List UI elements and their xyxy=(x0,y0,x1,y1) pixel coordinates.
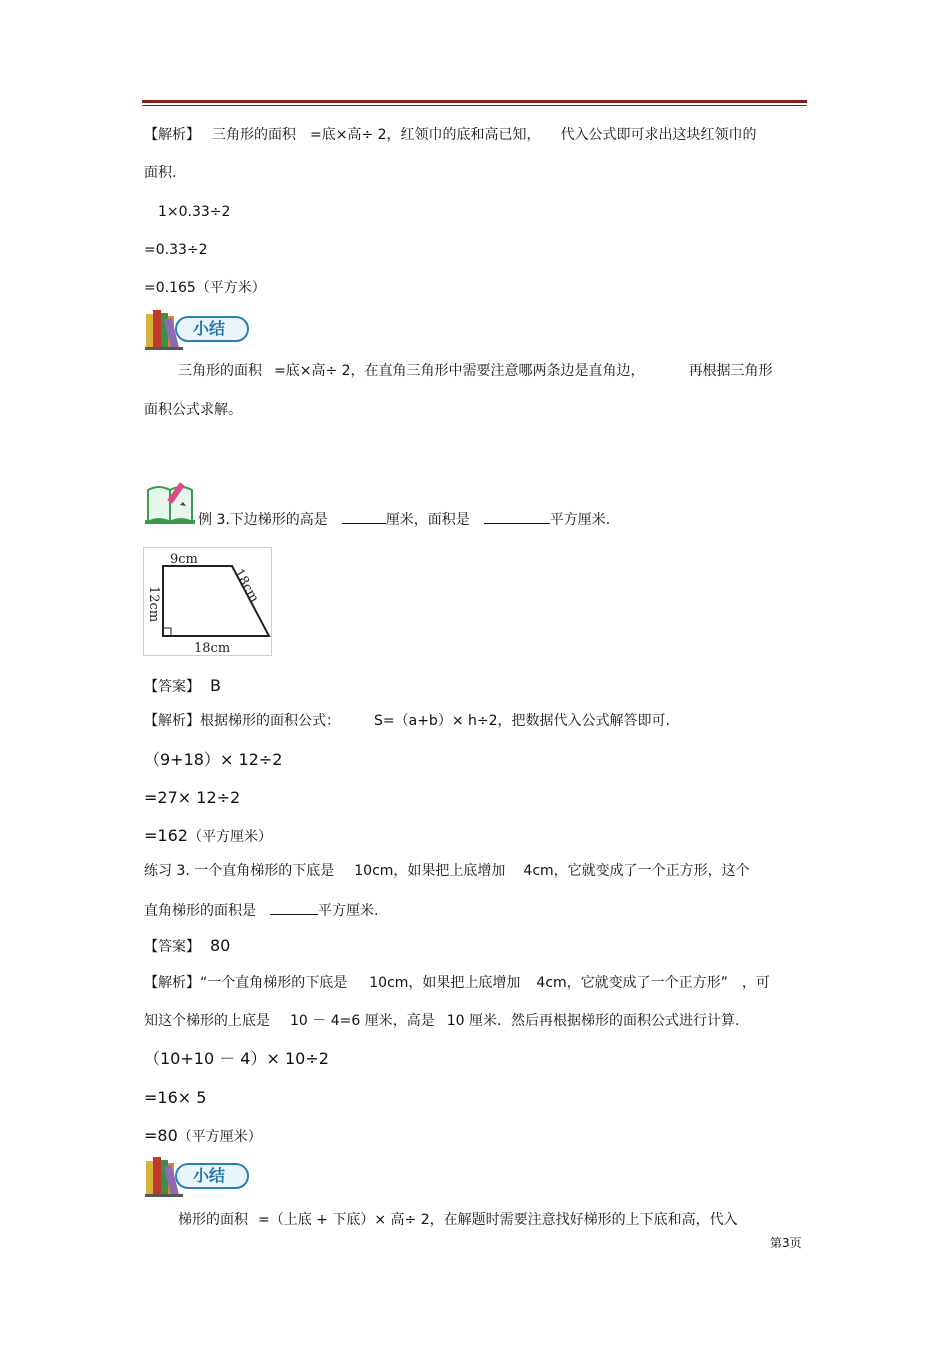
answer-value: B xyxy=(210,676,221,695)
text-segment: 10cm，如果把上底增加 xyxy=(354,863,506,879)
header-rule-thin xyxy=(142,105,807,106)
analysis-line-2: 面积. xyxy=(144,165,177,181)
text-segment: =底×高÷ 2，红领巾的底和高已知， xyxy=(310,127,541,143)
text-segment: 知这个梯形的上底是 xyxy=(144,1013,270,1029)
formula-line-8: =16× 5 xyxy=(144,1088,207,1107)
label-top: 9cm xyxy=(170,552,198,567)
analysis-line-4 xyxy=(144,974,770,992)
answer-tag: 【答案】 xyxy=(144,679,200,695)
answer-line-1 xyxy=(144,676,221,696)
answer-value: 80 xyxy=(210,936,231,955)
analysis-line-5 xyxy=(144,1012,739,1030)
formula-line-2: =0.33÷2 xyxy=(144,242,208,258)
summary-line-3 xyxy=(178,1211,738,1229)
text-segment: 平方厘米. xyxy=(549,512,611,528)
text-segment: 厘米，面积是 xyxy=(385,512,470,528)
text-segment: 10 厘米．然后再根据梯形的面积公式进行计算. xyxy=(446,1013,740,1029)
formula-line-7: （10+10 － 4）× 10÷2 xyxy=(144,1049,329,1068)
trapezoid-figure xyxy=(143,547,272,656)
text-segment: =162 xyxy=(144,826,188,845)
text-segment: S=（a+b）× h÷2，把数据代入公式解答即可. xyxy=(374,713,670,729)
answer-blank xyxy=(342,509,386,524)
text-segment: ，可 xyxy=(741,975,770,991)
unit-text: （平方厘米） xyxy=(187,829,272,845)
page-number: 第3页 xyxy=(770,1236,802,1250)
text-segment: 梯形的面积 xyxy=(178,1212,248,1228)
formula-line-3 xyxy=(144,279,266,297)
text-segment: 10cm，如果把上底增加 xyxy=(369,975,521,991)
header-rule xyxy=(142,100,807,103)
text-segment: 4cm，它就变成了一个正方形，这个 xyxy=(523,863,750,879)
text-segment: 代入公式即可求出这块红领巾的 xyxy=(560,127,757,143)
practice-3-line-1 xyxy=(144,862,750,880)
badge-label: 小结 xyxy=(193,1166,226,1185)
answer-blank xyxy=(270,900,318,915)
label-left: 12cm xyxy=(146,586,161,623)
summary-line-1 xyxy=(178,362,773,380)
summary-badge xyxy=(145,306,255,352)
formula-line-6 xyxy=(144,826,272,846)
analysis-line-1 xyxy=(144,126,757,144)
text-segment: =底×高÷ 2，在直角三角形中需要注意哪两条边是直角边， xyxy=(274,363,645,379)
formula-line-5: =27× 12÷2 xyxy=(144,788,241,807)
text-segment: 平方厘米. xyxy=(318,903,379,919)
text-segment: =80 xyxy=(144,1126,178,1145)
unit-text: （平方米） xyxy=(195,280,266,296)
formula-line-1: 1×0.33÷2 xyxy=(158,204,231,220)
analysis-tag: 【解析】 xyxy=(144,127,200,143)
text-segment: 三角形的面积 xyxy=(212,127,296,143)
text-segment: 三角形的面积 xyxy=(178,363,262,379)
summary-badge xyxy=(145,1153,255,1199)
trapezoid-diagram xyxy=(144,548,271,655)
practice-3-line-2 xyxy=(144,900,378,920)
label-bottom: 18cm xyxy=(194,641,231,655)
text-segment: 练习 3. 一个直角梯形的下底是 xyxy=(144,863,335,879)
text-segment: 例 3.下边梯形的高是 xyxy=(198,512,328,528)
text-segment: 直角梯形的面积是 xyxy=(144,903,256,919)
text-segment: 10 － 4=6 厘米，高是 xyxy=(290,1013,435,1029)
analysis-tag: 【解析】根据梯形的面积公式： xyxy=(144,713,340,729)
text-segment: =0.165 xyxy=(144,280,196,296)
badge-label: 小结 xyxy=(193,319,226,338)
text-segment: 4cm，它就变成了一个正方形” xyxy=(536,975,728,991)
label-slant: 18cm xyxy=(230,566,262,606)
formula-line-9 xyxy=(144,1126,262,1146)
book-pencil-icon xyxy=(145,480,197,526)
text-segment: 再根据三角形 xyxy=(688,363,773,379)
summary-line-2: 面积公式求解。 xyxy=(144,402,242,418)
example-3-line xyxy=(198,509,610,529)
answer-line-2 xyxy=(144,936,230,956)
text-segment: 【解析】“一个直角梯形的下底是 xyxy=(144,975,348,991)
answer-tag: 【答案】 xyxy=(144,939,200,955)
formula-line-4: （9+18）× 12÷2 xyxy=(144,750,283,769)
answer-blank xyxy=(484,509,550,524)
analysis-line-3 xyxy=(144,712,670,730)
unit-text: （平方厘米） xyxy=(177,1129,262,1145)
text-segment: =（上底 + 下底）× 高÷ 2，在解题时需要注意找好梯形的上下底和高，代入 xyxy=(258,1212,738,1228)
